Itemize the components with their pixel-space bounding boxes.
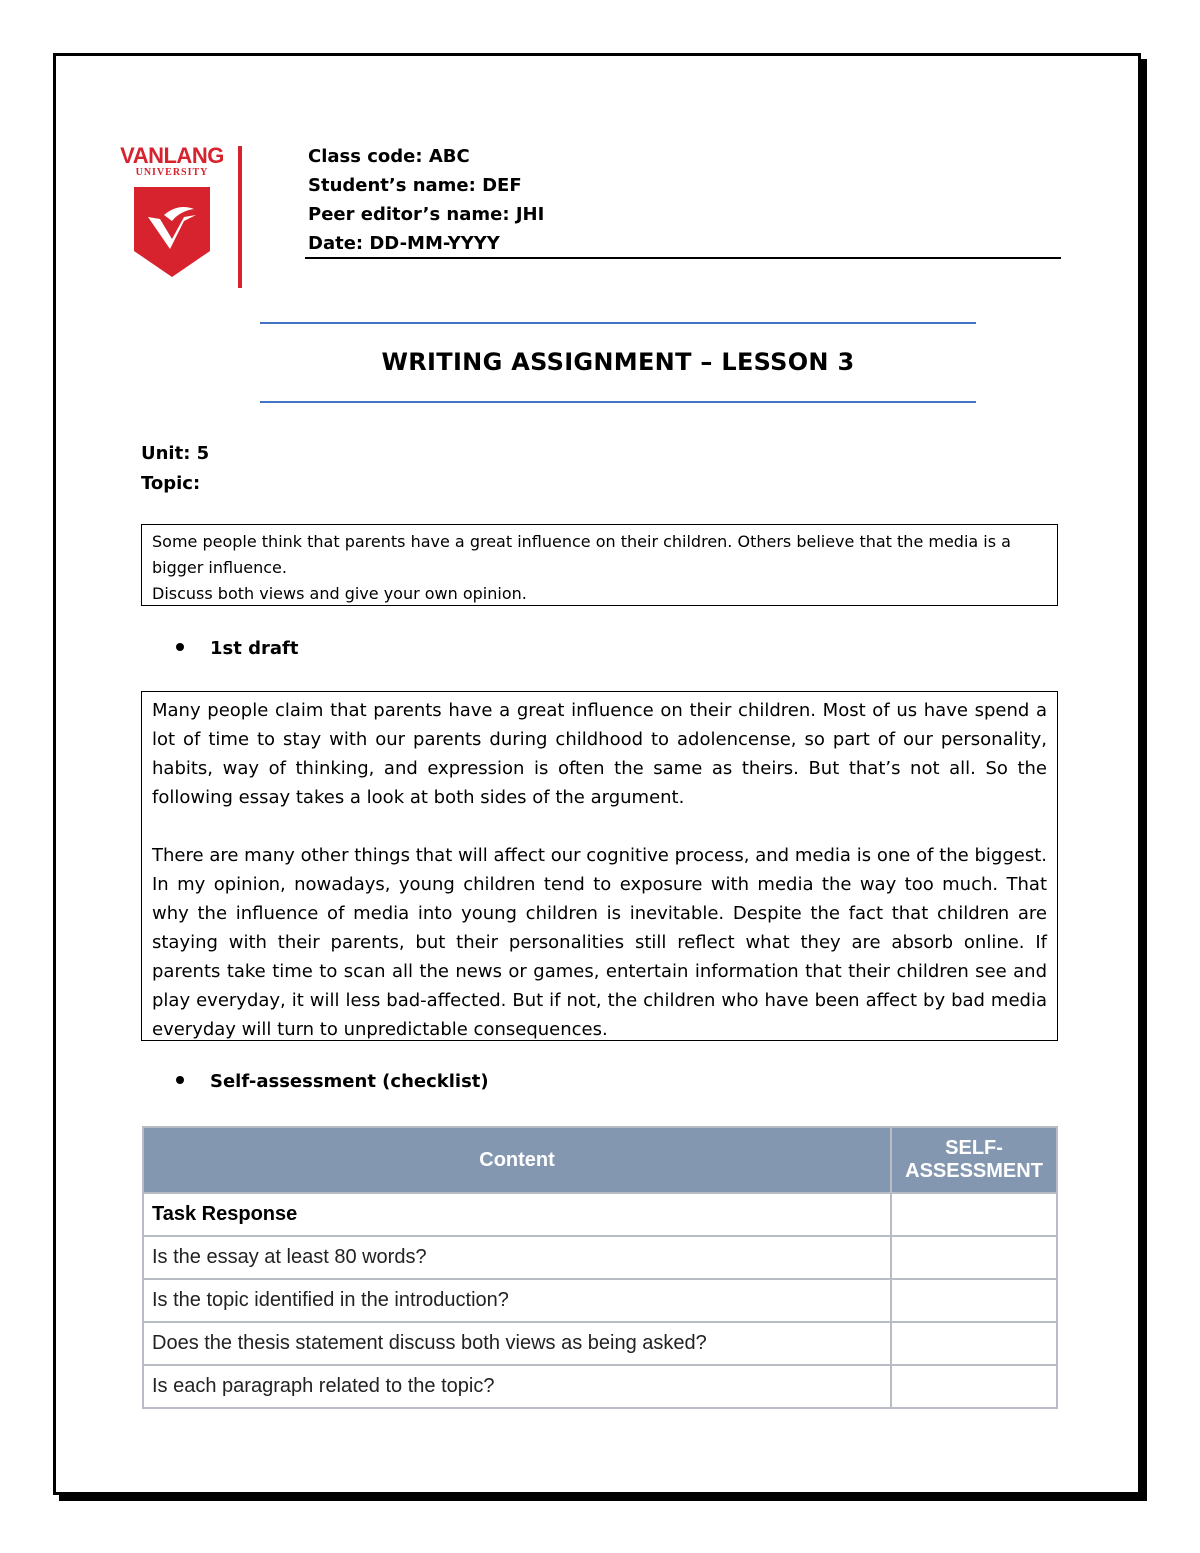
logo-name: VANLANG xyxy=(120,143,224,168)
draft-heading xyxy=(176,638,298,659)
table-row xyxy=(143,1322,1057,1365)
essay-box xyxy=(141,691,1058,1041)
header-content: Content xyxy=(143,1127,891,1193)
header-rule xyxy=(305,257,1061,259)
university-logo xyxy=(112,143,232,283)
prompt-line-2: Discuss both views and give your own opinion. xyxy=(152,584,527,603)
prompt-line-1: Some people think that parents have a great influence on their children. Others believe that the media is a bigger influence. xyxy=(152,532,1011,577)
assessment-cell[interactable] xyxy=(891,1365,1057,1408)
assessment-cell[interactable] xyxy=(891,1279,1057,1322)
checklist-item: Is the essay at least 80 words? xyxy=(143,1236,891,1279)
topic-label: Topic: xyxy=(141,473,201,494)
essay-paragraph-1: Many people claim that parents have a great influence on their children. Most of us have spend a lot of time to stay with our parents during childhood to adolencense, so part of our personality, habits, way of thinking, and expression is often the same as theirs. But that’s not all. So the following essay takes a look at both sides of the argument. xyxy=(152,700,1047,808)
date: Date: DD-MM-YYYY xyxy=(308,233,500,254)
self-assessment-heading-text: Self-assessment (checklist) xyxy=(210,1071,489,1092)
essay-paragraph-2: There are many other things that will affect our cognitive process, and media is one of the biggest. In my opinion, nowadays, young children tend to exposure with media the way too much. That why the influence of media into young children is inevitable. Despite the fact that children are staying with their parents, but their personalities still reflect what they are absorb online. If parents take time to scan all the news or games, entertain information that their children see and play everyday, it will less bad-affected. But if not, the children who have been affect by bad media everyday will turn to unpredictable consequences. xyxy=(152,845,1047,1040)
peer-editor-name: Peer editor’s name: JHI xyxy=(308,204,545,225)
unit-label: Unit: 5 xyxy=(141,443,210,464)
assessment-cell[interactable] xyxy=(891,1322,1057,1365)
table-row xyxy=(143,1193,1057,1236)
header-self-assessment: SELF-ASSESSMENT xyxy=(891,1127,1057,1193)
checklist-item: Is each paragraph related to the topic? xyxy=(143,1365,891,1408)
title-rule-bottom xyxy=(260,401,976,403)
self-assessment-heading xyxy=(176,1071,489,1092)
assessment-cell[interactable] xyxy=(891,1193,1057,1236)
checklist-item: Is the topic identified in the introduction? xyxy=(143,1279,891,1322)
unit-topic xyxy=(141,439,209,499)
section-task-response: Task Response xyxy=(143,1193,891,1236)
logo-subtitle: UNIVERSITY xyxy=(135,167,209,178)
table-row xyxy=(143,1236,1057,1279)
bullet-icon xyxy=(176,643,184,651)
bullet-icon xyxy=(176,1076,184,1084)
logo-divider xyxy=(238,146,242,288)
header-info xyxy=(308,142,544,258)
self-assessment-table xyxy=(142,1126,1058,1409)
title-rule-top xyxy=(260,322,976,324)
checklist-item: Does the thesis statement discuss both views as being asked? xyxy=(143,1322,891,1365)
draft-heading-text: 1st draft xyxy=(210,638,299,659)
table-row xyxy=(143,1365,1057,1408)
class-code: Class code: ABC xyxy=(308,146,470,167)
table-header-row xyxy=(143,1127,1057,1193)
topic-prompt-box xyxy=(141,524,1058,606)
student-name: Student’s name: DEF xyxy=(308,175,522,196)
assessment-cell[interactable] xyxy=(891,1236,1057,1279)
shield-icon xyxy=(134,187,210,277)
page-title: WRITING ASSIGNMENT – LESSON 3 xyxy=(381,348,855,376)
table-row xyxy=(143,1279,1057,1322)
